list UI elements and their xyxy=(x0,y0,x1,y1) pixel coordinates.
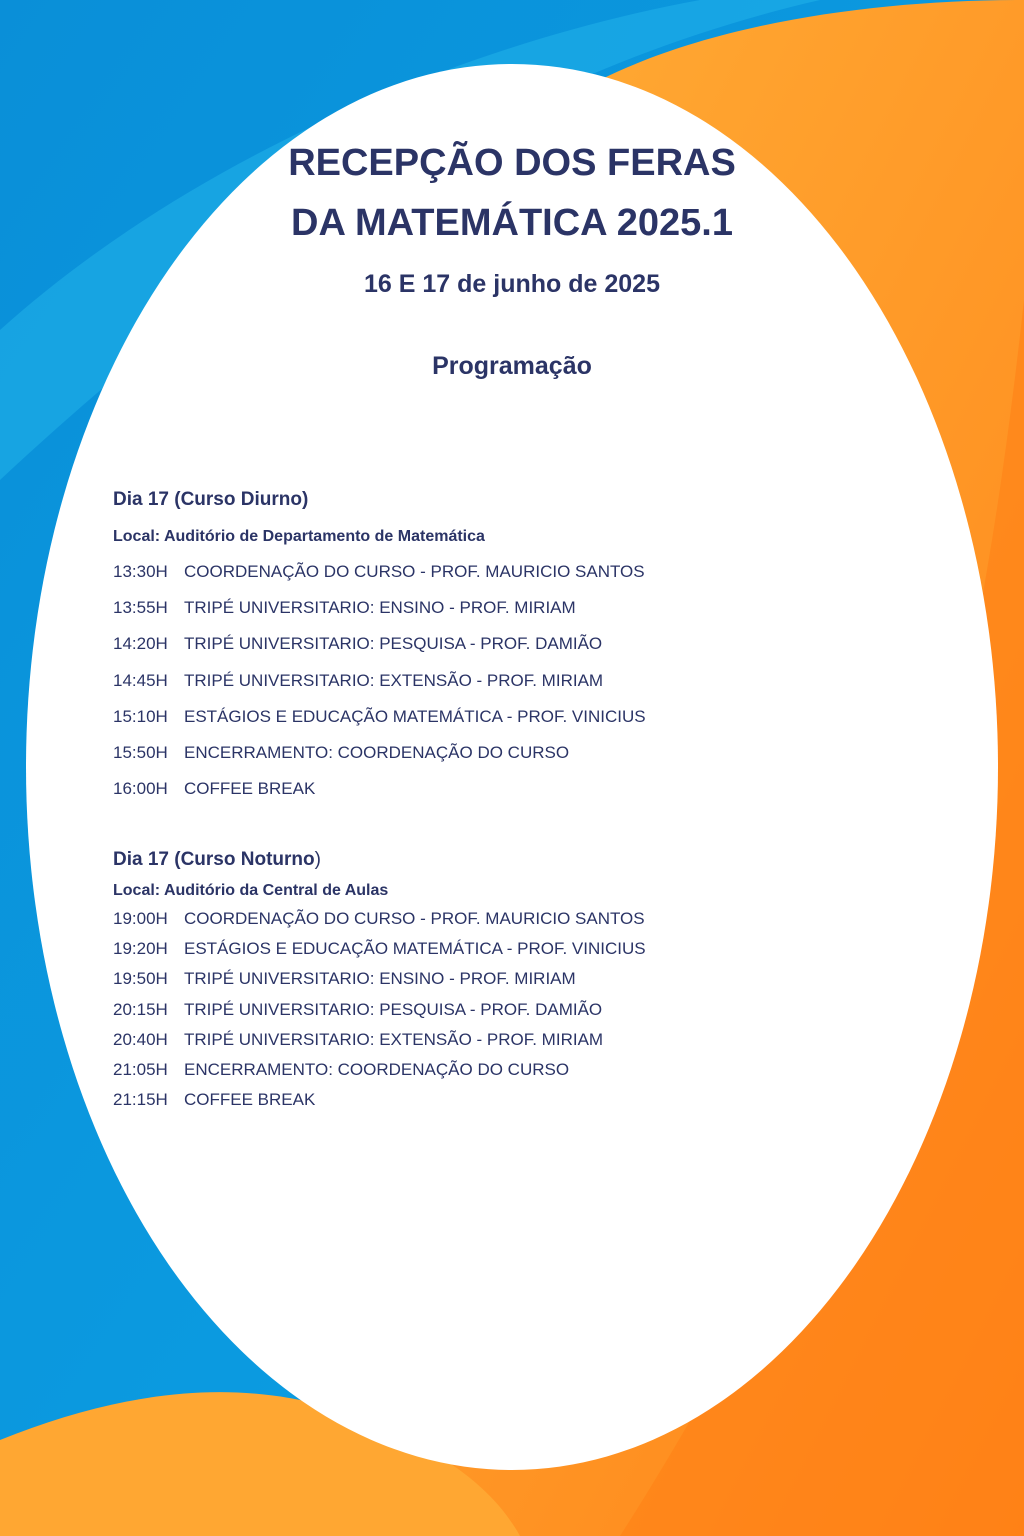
schedule-time: 15:50H xyxy=(113,742,168,762)
schedule-time: 19:20H xyxy=(113,939,168,959)
schedule-time: 14:45H xyxy=(113,670,168,690)
schedule-time: 21:05H xyxy=(113,1059,168,1079)
day-session-location: Local: Auditório de Departamento de Matemática xyxy=(113,528,485,545)
schedule-item xyxy=(113,554,646,590)
schedule-activity: TRIPÉ UNIVERSITARIO: EXTENSÃO - PROF. MIRIAM xyxy=(184,670,604,690)
schedule-activity: COORDENAÇÃO DO CURSO - PROF. MAURICIO SANTOS xyxy=(184,562,645,581)
schedule-time: 20:40H xyxy=(113,1029,168,1049)
schedule-time: 13:30H xyxy=(113,562,168,581)
schedule-activity: TRIPÉ UNIVERSITARIO: EXTENSÃO - PROF. MIRIAM xyxy=(184,1029,604,1049)
night-session-section xyxy=(113,846,646,1115)
night-session-title xyxy=(113,846,646,874)
programacao-heading: Programação xyxy=(432,352,592,380)
schedule-item xyxy=(113,699,646,735)
schedule-item xyxy=(113,590,646,626)
schedule-item xyxy=(113,771,646,807)
schedule-activity: TRIPÉ UNIVERSITARIO: PESQUISA - PROF. DAMIÃO xyxy=(184,999,603,1019)
night-session-title-paren: ) xyxy=(314,849,321,870)
schedule-item xyxy=(113,1025,646,1055)
night-session-location: Local: Auditório da Central de Aulas xyxy=(113,882,389,899)
event-title-line2: DA MATEMÁTICA 2025.1 xyxy=(291,202,733,244)
day-session-schedule xyxy=(113,554,646,807)
schedule-time: 20:15H xyxy=(113,999,168,1019)
schedule-item xyxy=(113,735,646,771)
event-title-line1: RECEPÇÃO DOS FERAS xyxy=(288,142,736,184)
schedule-time: 21:15H xyxy=(113,1090,168,1110)
schedule-activity: COORDENAÇÃO DO CURSO - PROF. MAURICIO SANTOS xyxy=(184,909,645,928)
schedule-activity: COFFEE BREAK xyxy=(184,779,316,799)
schedule-time: 13:55H xyxy=(113,598,168,618)
schedule-activity: COFFEE BREAK xyxy=(184,1090,316,1110)
schedule-item xyxy=(113,663,646,699)
schedule-activity: ENCERRAMENTO: COORDENAÇÃO DO CURSO xyxy=(184,1059,570,1079)
schedule-activity: TRIPÉ UNIVERSITARIO: PESQUISA - PROF. DAMIÃO xyxy=(184,634,603,654)
schedule-item xyxy=(113,1055,646,1085)
schedule-item xyxy=(113,626,646,662)
night-session-schedule xyxy=(113,904,646,1115)
schedule-activity: TRIPÉ UNIVERSITARIO: ENSINO - PROF. MIRIAM xyxy=(184,969,576,989)
schedule-item xyxy=(113,964,646,994)
day-session-section xyxy=(113,486,646,807)
night-session-title-text: Dia 17 (Curso Noturno xyxy=(113,849,315,870)
schedule-activity: ESTÁGIOS E EDUCAÇÃO MATEMÁTICA - PROF. VINICIUS xyxy=(184,939,646,959)
schedule-item xyxy=(113,995,646,1025)
event-dates: 16 E 17 de junho de 2025 xyxy=(364,270,660,298)
schedule-activity: ENCERRAMENTO: COORDENAÇÃO DO CURSO xyxy=(184,742,570,762)
day-session-title: Dia 17 (Curso Diurno) xyxy=(113,489,309,510)
schedule-activity: ESTÁGIOS E EDUCAÇÃO MATEMÁTICA - PROF. VINICIUS xyxy=(184,706,646,726)
schedule-item xyxy=(113,904,646,934)
schedule-time: 19:50H xyxy=(113,969,168,989)
schedule-item xyxy=(113,934,646,964)
schedule-item xyxy=(113,1085,646,1115)
schedule-time: 19:00H xyxy=(113,909,168,928)
schedule-time: 14:20H xyxy=(113,634,168,654)
schedule-time: 15:10H xyxy=(113,706,168,726)
schedule-activity: TRIPÉ UNIVERSITARIO: ENSINO - PROF. MIRIAM xyxy=(184,598,576,618)
schedule-time: 16:00H xyxy=(113,779,168,799)
